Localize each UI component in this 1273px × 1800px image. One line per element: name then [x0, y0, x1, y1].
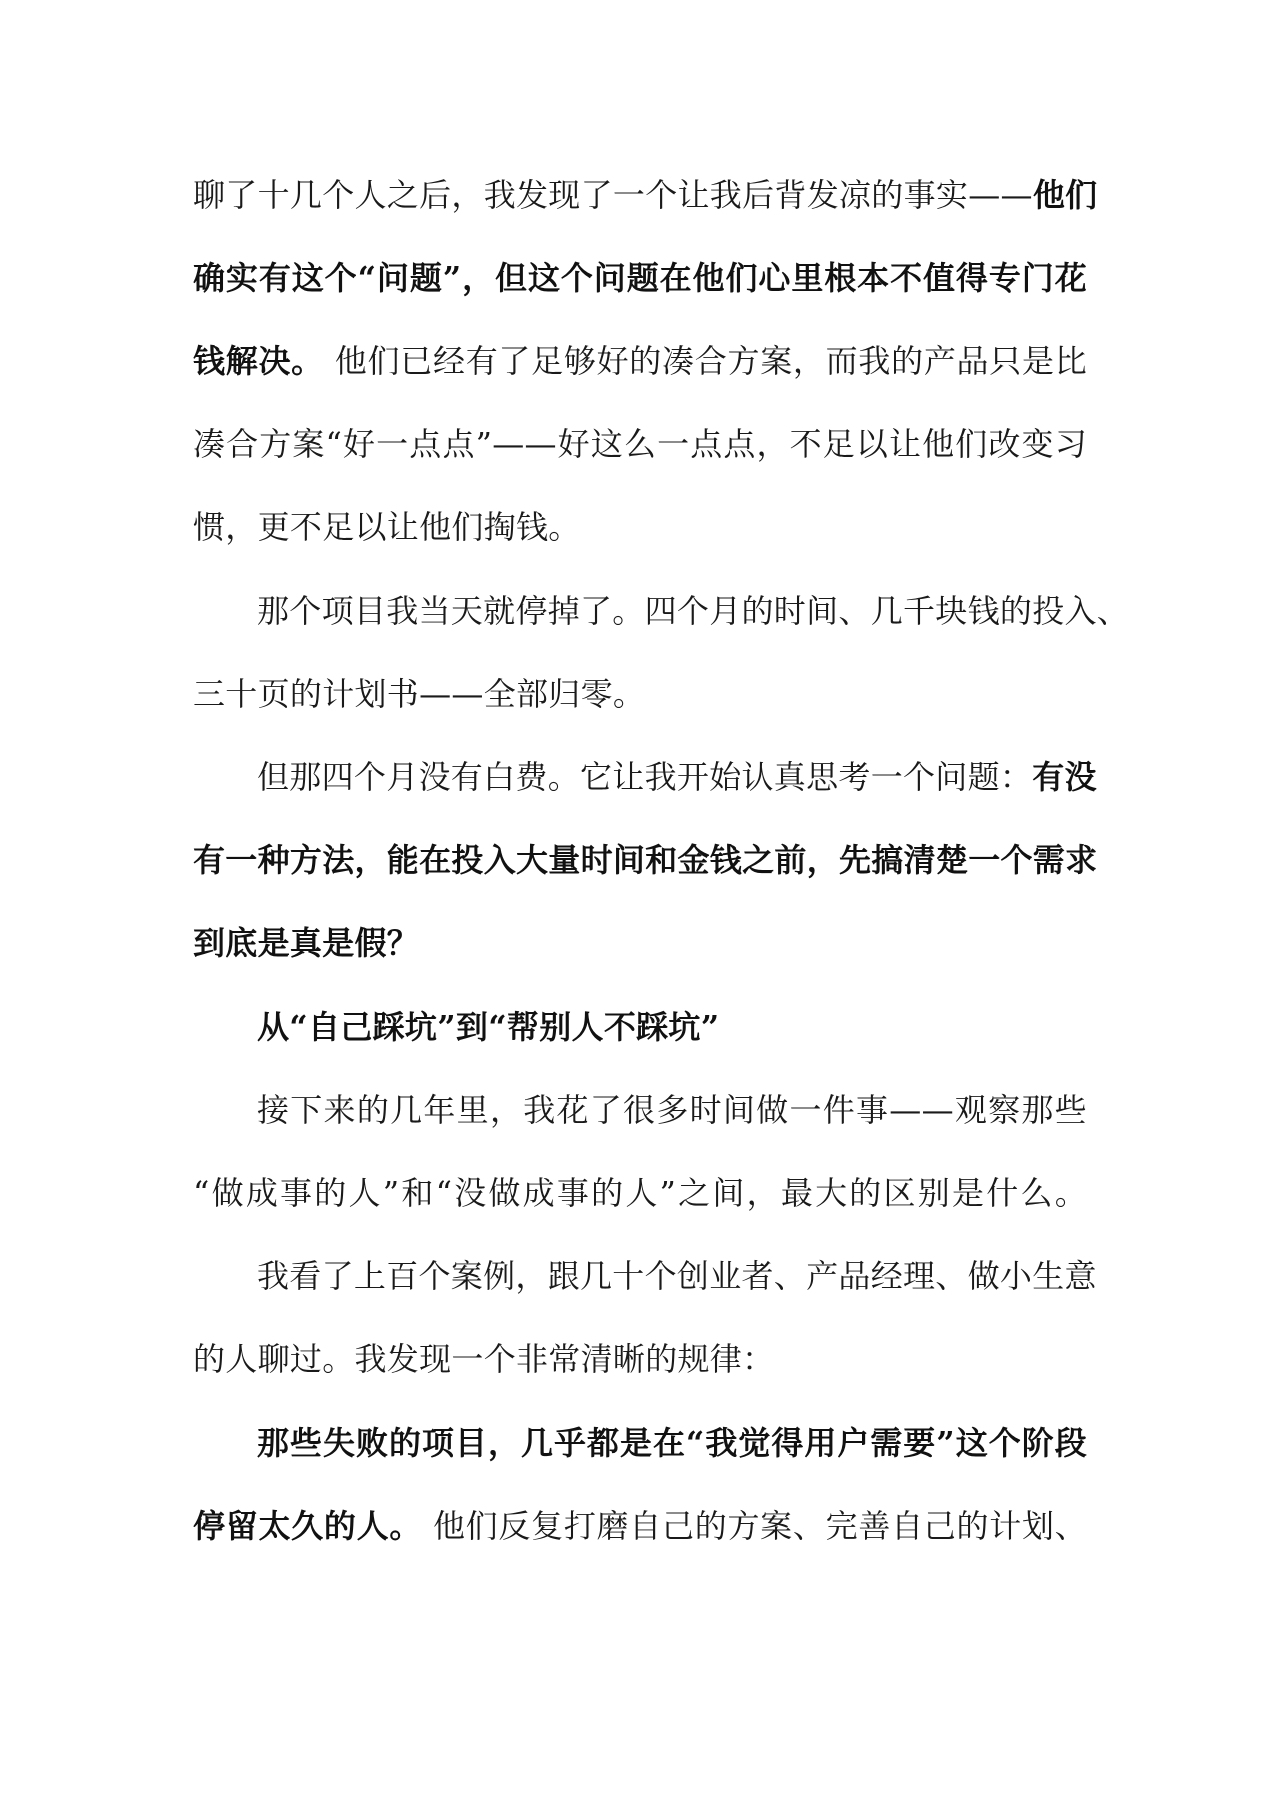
text-line-6	[257, 586, 1130, 636]
text-run: 我看了上百个案例，跟几十个创业者、产品经理、做小生意	[257, 1257, 1097, 1295]
text-run: 他们已经有了足够好的凑合方案，而我的产品只是比	[323, 342, 1088, 380]
bold-text-run: 有没	[1032, 758, 1097, 796]
bold-text-run: 有一种方法，能在投入大量时间和金钱之前，先搞清楚一个需求	[193, 841, 1098, 879]
text-run: 三十页的计划书——全部归零。	[193, 675, 646, 713]
text-run: 惯，更不足以让他们掏钱。	[193, 508, 581, 546]
text-line-16	[257, 1418, 1087, 1468]
heading-text: 从“自己踩坑”到“帮别人不踩坑”	[257, 1008, 720, 1046]
text-run: 聊了十几个人之后，我发现了一个让我后背发凉的事实——	[193, 176, 1033, 214]
text-run: 那个项目我当天就停掉了。四个月的时间、几千块钱的投入、	[257, 592, 1130, 630]
text-line-2	[193, 253, 1087, 303]
text-line-8	[257, 752, 1097, 802]
bold-text-run: 确实有这个“问题”，但这个问题在他们心里根本不值得专门花	[193, 259, 1087, 297]
text-line-13	[193, 1168, 1087, 1218]
bold-text-run: 他们	[1032, 176, 1098, 214]
bold-text-run: 到底是真是假？	[193, 924, 420, 962]
text-line-12	[257, 1085, 1087, 1135]
bold-text-run: 停留太久的人。	[193, 1507, 423, 1545]
text-line-10	[193, 918, 1087, 968]
text-run: 但那四个月没有白费。它让我开始认真思考一个问题：	[257, 758, 1033, 796]
text-run: 他们反复打磨自己的方案、完善自己的计划、	[422, 1507, 1087, 1545]
bold-text-run: 那些失败的项目，几乎都是在“我觉得用户需要”这个阶段	[257, 1424, 1087, 1462]
text-line-3	[193, 336, 1087, 386]
section-heading	[257, 1002, 1087, 1052]
text-line-4	[193, 419, 1087, 469]
text-run: 凑合方案“好一点点”——好这么一点点，不足以让他们改变习	[193, 425, 1087, 463]
bold-text-run: 钱解决。	[193, 342, 324, 380]
text-run: 的人聊过。我发现一个非常清晰的规律：	[193, 1340, 775, 1378]
text-line-17	[193, 1501, 1087, 1551]
text-run: 接下来的几年里，我花了很多时间做一件事——观察那些	[257, 1091, 1087, 1129]
text-line-15	[193, 1334, 1087, 1384]
text-line-9	[193, 835, 1098, 885]
text-line-1	[193, 170, 1098, 220]
text-line-7	[193, 669, 1087, 719]
text-line-14	[257, 1251, 1097, 1301]
text-line-5	[193, 502, 1087, 552]
text-run: “做成事的人”和“没做成事的人”之间，最大的区别是什么。	[193, 1174, 1087, 1212]
